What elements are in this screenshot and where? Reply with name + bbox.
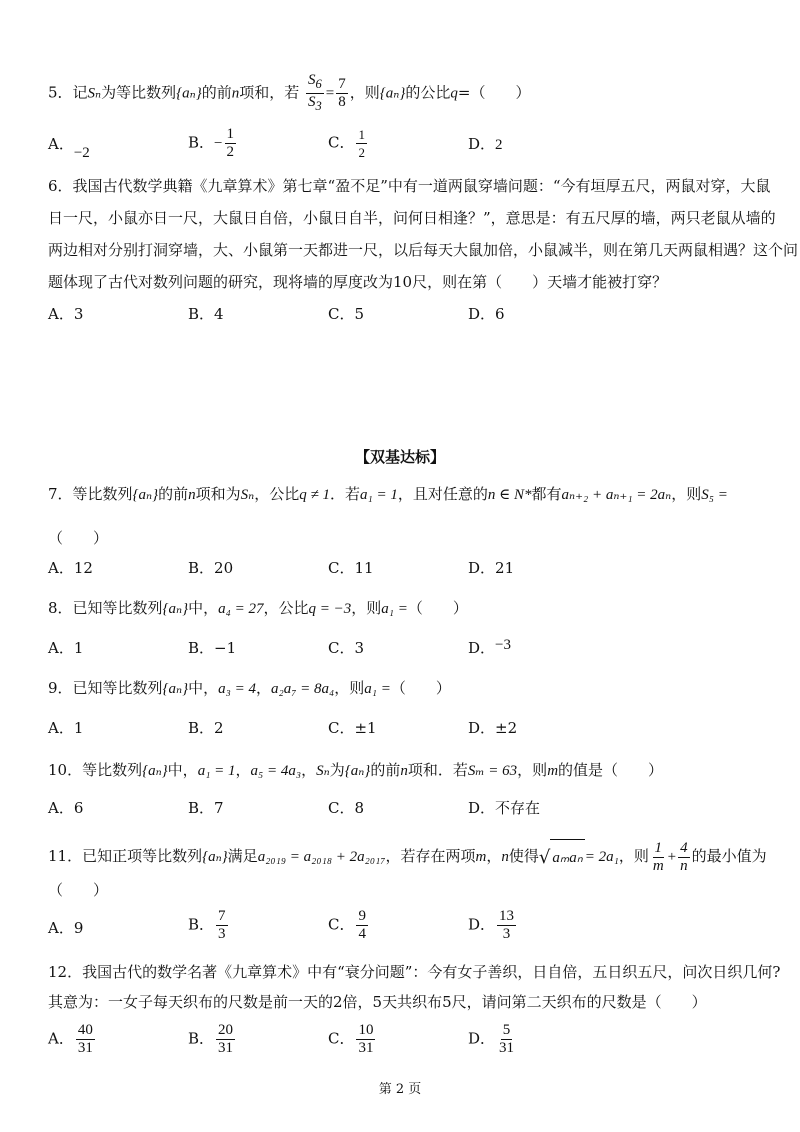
q5-rhs-fraction: $\frac{7}{8}$ [338, 76, 346, 110]
q7-option-d[interactable]: D．21 [468, 559, 515, 577]
q7-option-a[interactable]: A．12 [48, 559, 93, 577]
q5-text: 为等比数列 [101, 83, 177, 102]
q5-stem: 5．记Sₙ为等比数列{aₙ}的前n项和，若 $\frac{S_6}{S_3}$ = $\frac{7}{8}$ ，则{aₙ}的公比q=（ ） [48, 72, 531, 113]
q5-text: ，则 [349, 83, 380, 102]
q5-text: 项和，若 [239, 83, 300, 102]
q8-stem: 8．已知等比数列{aₙ}中，a₄ = 27，公比q = −3，则a₁ =（ ） [48, 599, 468, 617]
q6-stem-line: 两边相对分别打洞穿墙，大、小鼠第一天都进一尺，以后每天大鼠加倍，小鼠减半，则在第几天两鼠相遇？这个问 [48, 241, 799, 259]
q5-seq: {aₙ} [176, 85, 202, 102]
q12-option-b[interactable]: B． $\frac{20}{31}$ [188, 1022, 234, 1056]
q7-stem: 7．等比数列{aₙ}的前n项和为Sₙ，公比q ≠ 1．若a₁ = 1，且对任意的n ∈ N*都有aₙ₊₂ + aₙ₊₁ = 2aₙ，则S₅ = [48, 485, 728, 503]
q12-option-d[interactable]: D． $\frac{5}{31}$ [468, 1022, 515, 1056]
q8-option-c[interactable]: C．3 [328, 639, 365, 657]
q11-frac-2: $\frac{4}{n}$ [680, 839, 688, 874]
q11-sqrt: √ aₘaₙ [539, 839, 585, 876]
q5-q: q [450, 85, 458, 102]
q6-option-c[interactable]: C．5 [328, 305, 365, 323]
q8-option-b[interactable]: B．−1 [188, 639, 237, 657]
q6-option-a[interactable]: A．3 [48, 305, 84, 323]
q5-text: 的公比 [405, 83, 451, 102]
q11-option-a[interactable]: A．9 [48, 919, 84, 937]
q10-option-b[interactable]: B．7 [188, 799, 224, 817]
q9-option-b[interactable]: B．2 [188, 719, 224, 737]
q12-option-c[interactable]: C． $\frac{10}{31}$ [328, 1022, 374, 1056]
q8-option-d[interactable]: D．−3 [468, 637, 511, 657]
q12-stem-line: 其意为：一女子每天织布的尺数是前一天的2倍，5天共织布5尺，请问第二天织布的尺数是（ ） [48, 993, 707, 1011]
q5-option-b[interactable]: B．− $\frac{1}{2}$ [188, 126, 234, 160]
q5-text: 的前 [201, 83, 232, 102]
q11-paren: （ ） [48, 881, 109, 899]
q5-text: =（ ） [457, 83, 531, 102]
q6-stem-line: 6．我国古代数学典籍《九章算术》第七章“盈不足”中有一道两鼠穿墙问题：“今有垣厚五尺，两鼠对穿，大鼠 [48, 177, 771, 195]
q8-option-a[interactable]: A．1 [48, 639, 84, 657]
q11-option-d[interactable]: D． $\frac{13}{3}$ [468, 908, 515, 942]
q10-option-d[interactable]: D．不存在 [468, 799, 541, 817]
q6-stem-line: 日一尺，小鼠亦日一尺，大鼠日自倍，小鼠日自半，问何日相逢？”，意思是：有五尺厚的墙，两只老鼠从墙的 [48, 209, 776, 227]
q10-option-c[interactable]: C．8 [328, 799, 365, 817]
q6-option-d[interactable]: D．6 [468, 305, 505, 323]
q11-option-b[interactable]: B． $\frac{7}{3}$ [188, 908, 226, 942]
page-number: 第 2 页 [378, 1082, 422, 1097]
q9-option-d[interactable]: D．±2 [468, 719, 518, 737]
q11-frac-1: $\frac{1}{m}$ [652, 839, 664, 874]
q9-option-a[interactable]: A．1 [48, 719, 84, 737]
q5-text: 5．记 [48, 83, 88, 102]
q10-stem: 10．等比数列{aₙ}中，a₁ = 1，a₅ = 4a₃，Sₙ为{aₙ}的前n项和．若Sₘ = 63，则m的值是（ ） [48, 761, 664, 779]
q9-stem: 9．已知等比数列{aₙ}中，a₃ = 4，a₂a₇ = 8a₄，则a₁ =（ ） [48, 679, 451, 697]
q12-stem-line: 12．我国古代的数学名著《九章算术》中有“衰分问题”：今有女子善织，日自倍，五日织五尺，问次日织几何? [48, 963, 781, 981]
q5-option-c[interactable]: C． $\frac{1}{2}$ [328, 127, 365, 160]
q6-option-b[interactable]: B．4 [188, 305, 224, 323]
q11-option-c[interactable]: C． $\frac{9}{4}$ [328, 908, 366, 942]
q7-option-b[interactable]: B．20 [188, 559, 234, 577]
section-title: 【双基达标】 [354, 448, 445, 466]
q6-stem-line: 题体现了古代对数列问题的研究，现将墙的厚度改为10尺，则在第（ ）天墙才能被打穿？ [48, 273, 668, 291]
q5-option-d[interactable]: D．2 [468, 135, 503, 153]
q5-ratio-fraction: $\frac{S_6}{S_3}$ [308, 72, 322, 113]
q5-n: n [231, 85, 240, 102]
q11-stem: 11．已知正项等比数列{aₙ}满足a₂₀₁₉ = a₂₀₁₈ + 2a₂₀₁₇，若存在两项m，n使得 √ aₘaₙ = 2a₁，则 $\frac{1}{m}$ + $\frac{4}{n}$ 的最小值为 [48, 839, 767, 874]
q10-option-a[interactable]: A．6 [48, 799, 84, 817]
q9-option-c[interactable]: C．±1 [328, 719, 377, 737]
q12-option-a[interactable]: A． $\frac{40}{31}$ [48, 1022, 93, 1056]
q5-seq: {aₙ} [379, 85, 406, 102]
q5-option-a[interactable]: A．−2 [48, 135, 90, 161]
q5-sn: Sₙ [87, 85, 102, 102]
q7-paren: （ ） [48, 529, 109, 547]
q7-option-c[interactable]: C．11 [328, 559, 374, 577]
